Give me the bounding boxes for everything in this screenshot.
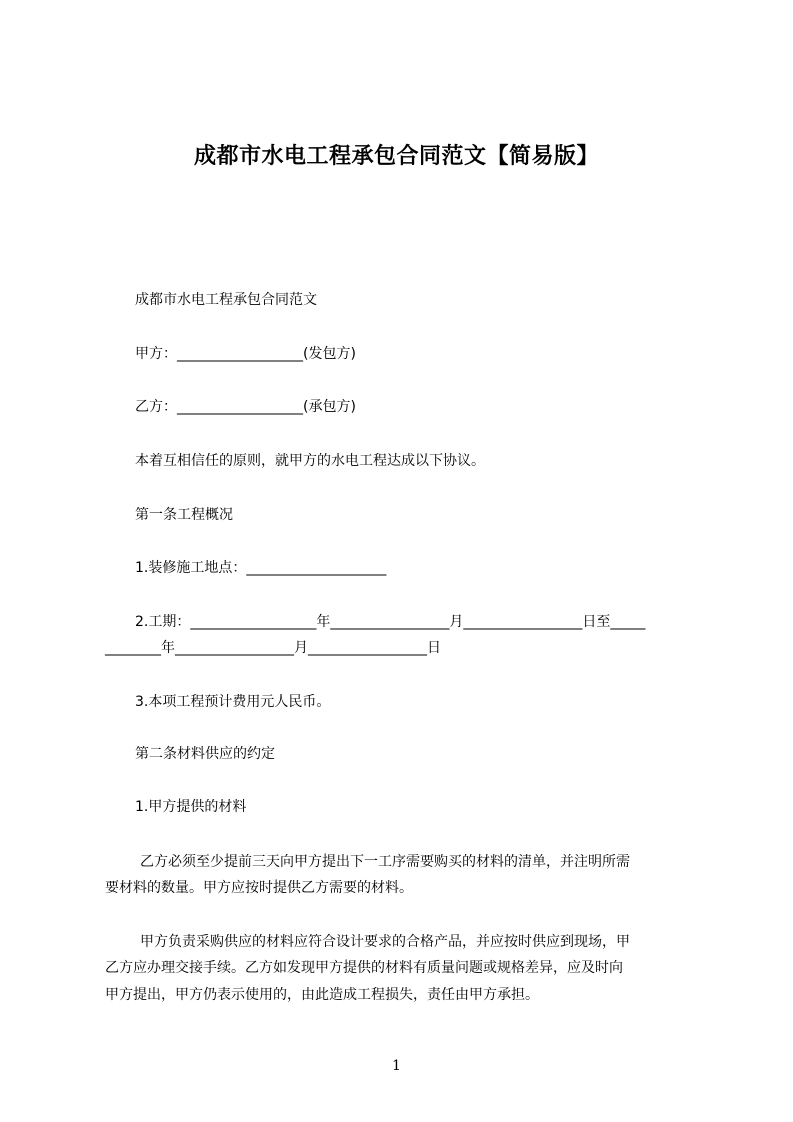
article2-heading: 第二条材料供应的约定 xyxy=(135,746,275,762)
article1-heading: 第一条工程概况 xyxy=(135,507,233,523)
party-b-line: 乙方：__________________(承包方) xyxy=(135,399,356,415)
page-number: 1 xyxy=(392,1058,401,1074)
document-subtitle: 成都市水电工程承包合同范文 xyxy=(135,292,317,308)
document-title: 成都市水电工程承包合同范文【简易版】 xyxy=(193,144,599,169)
materials-item-heading: 1.甲方提供的材料 xyxy=(135,799,247,815)
construction-site-line: 1.装修施工地点：____________________ xyxy=(135,560,387,576)
paragraph-1-line-1: 乙方必须至少提前三天向甲方提出下一工序需要购买的材料的清单，并注明所需 xyxy=(140,854,630,870)
paragraph-2-line-2: 乙方应办理交接手续。乙方如发现甲方提供的材料有质量问题或规格差异，应及时向 xyxy=(105,960,623,976)
intro-paragraph: 本着互相信任的原则，就甲方的水电工程达成以下协议。 xyxy=(135,453,485,469)
party-a-line: 甲方：__________________(发包方) xyxy=(135,346,356,362)
estimated-cost-line: 3.本项工程预计费用元人民币。 xyxy=(135,694,331,710)
paragraph-1-line-2: 要材料的数量。甲方应按时提供乙方需要的材料。 xyxy=(105,880,413,896)
duration-line-1: 2.工期：__________________年_________________月_________________日至_____ xyxy=(135,614,646,630)
paragraph-2-line-3: 甲方提出，甲方仍表示使用的，由此造成工程损失，责任由甲方承担。 xyxy=(105,987,539,1003)
duration-line-2: ________年_________________月_________________日 xyxy=(105,640,441,656)
paragraph-2-line-1: 甲方负责采购供应的材料应符合设计要求的合格产品，并应按时供应到现场，甲 xyxy=(140,934,630,950)
